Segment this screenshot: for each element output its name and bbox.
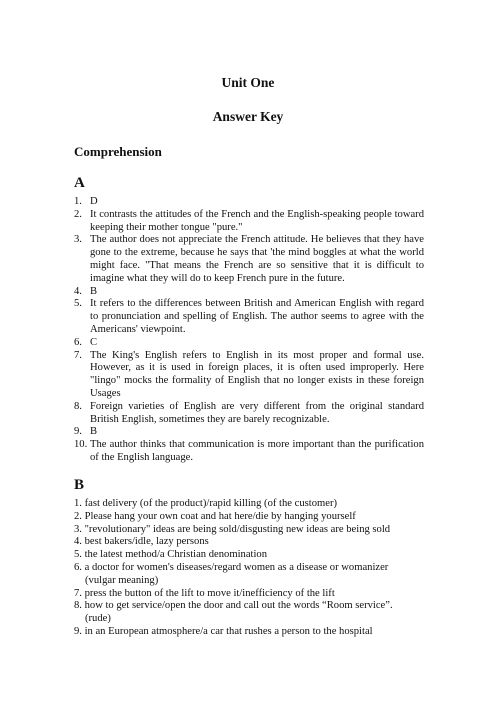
meaning-item — [74, 600, 424, 626]
meaning-text: 6. a doctor for women's diseases/regard women as a disease or womanizer — [74, 561, 389, 573]
answer-item — [74, 337, 424, 350]
answer-number: 1. — [74, 196, 82, 207]
answer-text: The author does not appreciate the French attitude. He believes that they have gone to the extreme, because he says that 'the mind boggles at what the world might face. "That means the French are so sensitive that it is difficult to imagine what they will do to keep French pure in the future. — [90, 234, 424, 284]
part-a-list — [74, 196, 424, 465]
answer-item — [74, 401, 424, 427]
meaning-text: 3. "revolutionary" ideas are being sold/disgusting new ideas are being sold — [74, 523, 391, 535]
answer-item — [74, 286, 424, 299]
answer-number: 3. — [74, 234, 82, 246]
meaning-text: 1. fast delivery (of the product)/rapid killing (of the customer) — [74, 498, 337, 509]
answer-item — [74, 234, 424, 285]
answer-text: B — [90, 285, 98, 297]
part-b-list — [74, 498, 424, 639]
answer-text: It refers to the differences between British and American English with regard to pronunciation and spelling of English. The author seems to agree with the Americans' viewpoint. — [90, 298, 424, 335]
answer-number: 4. — [74, 285, 82, 297]
answer-number: 8. — [74, 400, 82, 412]
part-a-heading: A — [74, 175, 85, 191]
meaning-item — [74, 549, 424, 562]
answer-text: C — [90, 336, 98, 348]
meaning-text: 5. the latest method/a Christian denomination — [74, 549, 268, 561]
answer-text: D — [90, 196, 98, 207]
answer-number: 10. — [74, 439, 88, 451]
meaning-text: 8. how to get service/open the door and call out the words “Room service”. — [74, 600, 393, 612]
answer-item — [74, 426, 424, 439]
answer-text: It contrasts the attitudes of the French and the English-speaking people toward keeping their mother tongue "pure." — [90, 208, 424, 233]
answer-item — [74, 439, 424, 465]
answer-number: 6. — [74, 336, 82, 348]
answer-item — [74, 196, 424, 209]
meaning-item — [74, 588, 424, 601]
answer-item — [74, 298, 424, 336]
answer-key-title: Answer Key — [212, 109, 284, 124]
meaning-item — [74, 524, 424, 537]
meaning-note: (vulgar meaning) — [85, 574, 159, 586]
part-b-heading: B — [74, 477, 85, 493]
unit-title: Unit One — [221, 75, 275, 90]
answer-number: 5. — [74, 298, 82, 310]
answer-text: Foreign varieties of English are very different from the original standard British English, sometimes they are barely recognizable. — [90, 400, 424, 425]
meaning-item — [74, 626, 424, 639]
meaning-item — [74, 498, 424, 511]
meaning-item — [74, 511, 424, 524]
meaning-text: 4. best bakers/idle, lazy persons — [74, 536, 209, 548]
answer-text: The King's English refers to English in its most proper and formal use. However, as it is used in foreign places, it is often used improperly. Here "lingo" mocks the formality of English that no longer exists in these foreign Usages — [90, 349, 424, 399]
meaning-item — [74, 536, 424, 549]
meaning-item — [74, 562, 424, 588]
answer-text: The author thinks that communication is more important than the purification of the English language. — [90, 439, 424, 463]
answer-item — [74, 350, 424, 401]
meaning-text: 7. press the button of the lift to move it/inefficiency of the lift — [74, 587, 335, 599]
answer-item — [74, 209, 424, 235]
answer-number: 9. — [74, 426, 82, 438]
meaning-text: 9. in an European atmosphere/a car that rushes a person to the hospital — [74, 625, 373, 637]
answer-number: 7. — [74, 349, 82, 361]
answer-text: B — [90, 426, 98, 438]
meaning-text: 2. Please hang your own coat and hat here/die by hanging yourself — [74, 510, 356, 522]
answer-number: 2. — [74, 208, 82, 220]
comprehension-heading: Comprehension — [74, 144, 162, 159]
meaning-note: (rude) — [85, 613, 111, 625]
